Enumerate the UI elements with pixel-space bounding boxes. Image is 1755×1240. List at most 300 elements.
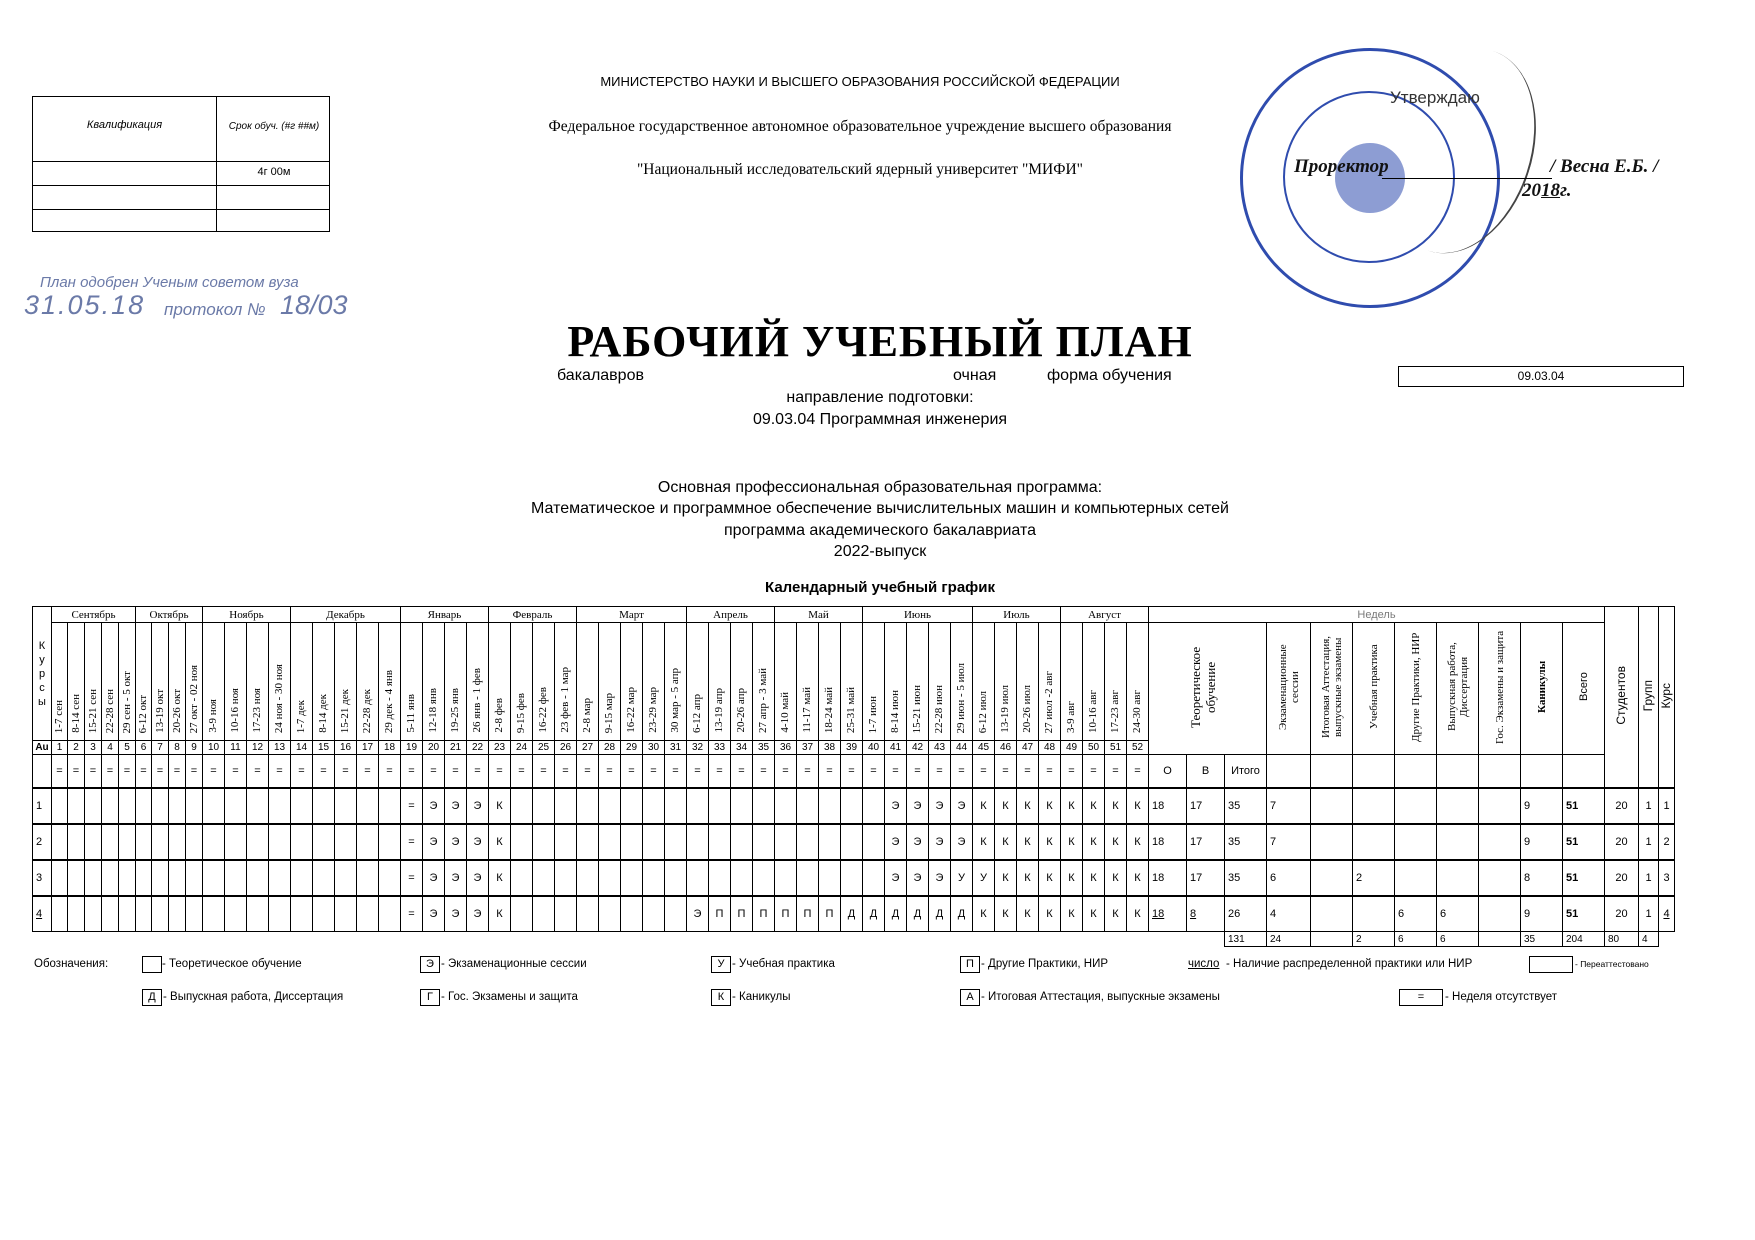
- week-cell: К: [1017, 824, 1039, 860]
- summary-practice: [1353, 896, 1395, 932]
- week-cell: [643, 788, 665, 824]
- week-cell: [313, 824, 335, 860]
- week-header: [753, 623, 775, 741]
- week-cell: К: [1105, 788, 1127, 824]
- direction: 09.03.04 Программная инженерия: [752, 411, 1008, 428]
- week-range: 4-10 май: [779, 692, 791, 733]
- month-header: Июль: [973, 607, 1061, 623]
- week-header: [445, 623, 467, 741]
- absent-marker: =: [52, 755, 68, 789]
- week-header: [225, 623, 247, 741]
- grid-cell: [1479, 755, 1521, 789]
- week-cell: Д: [841, 896, 863, 932]
- week-cell: К: [995, 824, 1017, 860]
- week-header: [885, 623, 907, 741]
- week-header: [68, 623, 85, 741]
- week-cell: [313, 896, 335, 932]
- week-cell: К: [995, 860, 1017, 896]
- week-header: [775, 623, 797, 741]
- header-total: [1563, 623, 1605, 755]
- week-range: 13-19 июл: [999, 685, 1011, 733]
- week-cell: [665, 824, 687, 860]
- month-header: Январь: [401, 607, 489, 623]
- week-cell: П: [709, 896, 731, 932]
- week-cell: [357, 860, 379, 896]
- week-cell: [225, 824, 247, 860]
- week-cell: Э: [885, 860, 907, 896]
- absent-marker: =: [797, 755, 819, 789]
- week-header: [643, 623, 665, 741]
- header-theory-label: Теоретическое обучение: [1187, 646, 1218, 728]
- week-cell: [119, 788, 136, 824]
- month-header: Май: [775, 607, 863, 623]
- week-cell: [269, 824, 291, 860]
- week-cell: К: [1105, 896, 1127, 932]
- week-cell: П: [797, 896, 819, 932]
- week-cell: [152, 788, 169, 824]
- summary-practice: 2: [1353, 860, 1395, 896]
- week-header: [973, 623, 995, 741]
- header-o: О: [1149, 755, 1187, 789]
- week-cell: [186, 824, 203, 860]
- summary-thesis: [1437, 788, 1479, 824]
- week-cell: [52, 824, 68, 860]
- week-range: 11-17 май: [801, 687, 813, 733]
- legend-reatt-box: [1529, 956, 1573, 973]
- week-cell: [68, 788, 85, 824]
- term-value: 4г 00м: [257, 166, 291, 178]
- summary-final: [1311, 896, 1353, 932]
- legend-exam-box: Э: [420, 956, 440, 973]
- month-header: Декабрь: [291, 607, 401, 623]
- week-cell: [533, 824, 555, 860]
- legend-practice: - Учебная практика: [732, 958, 835, 970]
- week-header: [555, 623, 577, 741]
- week-cell: [225, 788, 247, 824]
- council-approval-stamp: [18, 262, 358, 328]
- week-cell: К: [1127, 860, 1149, 896]
- week-header: [379, 623, 401, 741]
- week-cell: [379, 860, 401, 896]
- header-total-label: Всего: [1577, 672, 1590, 702]
- week-range: 9-15 мар: [603, 692, 615, 733]
- summary-itogo: 35: [1225, 860, 1267, 896]
- absent-marker: =: [401, 755, 423, 789]
- week-cell: [511, 896, 533, 932]
- week-cell: Э: [929, 824, 951, 860]
- week-header: [621, 623, 643, 741]
- summary-final: [1311, 824, 1353, 860]
- week-cell: Э: [885, 788, 907, 824]
- week-range: 6-12 апр: [691, 693, 703, 733]
- absent-marker: =: [152, 755, 169, 789]
- legend-number-sym: число: [1188, 958, 1220, 970]
- week-cell: К: [1127, 824, 1149, 860]
- week-number: 29: [621, 741, 643, 755]
- absent-marker: =: [1083, 755, 1105, 789]
- week-cell: Э: [467, 824, 489, 860]
- week-cell: П: [731, 896, 753, 932]
- week-number: 50: [1083, 741, 1105, 755]
- week-range: 10-16 авг: [1087, 689, 1099, 733]
- week-cell: Э: [423, 896, 445, 932]
- week-cell: К: [1039, 788, 1061, 824]
- summary-itogo: 26: [1225, 896, 1267, 932]
- week-header: [423, 623, 445, 741]
- week-header: [136, 623, 152, 741]
- absent-marker: =: [929, 755, 951, 789]
- week-cell: [731, 824, 753, 860]
- week-cell: [52, 860, 68, 896]
- absent-marker: =: [775, 755, 797, 789]
- week-range: 8-14 дек: [317, 694, 329, 733]
- sum-thesis: 6: [1437, 932, 1479, 947]
- week-number: 42: [907, 741, 929, 755]
- week-cell: [841, 860, 863, 896]
- week-header: [313, 623, 335, 741]
- week-number: 2: [68, 741, 85, 755]
- week-cell: К: [1039, 824, 1061, 860]
- week-cell: [643, 896, 665, 932]
- week-range: 29 дек - 4 янв: [383, 669, 395, 733]
- sum-other: 6: [1395, 932, 1437, 947]
- education-form-label: форма обучения: [1047, 367, 1172, 384]
- week-header: [85, 623, 102, 741]
- summary-v: 17: [1187, 824, 1225, 860]
- summary-holidays: 9: [1521, 788, 1563, 824]
- header-itogo: Итого: [1225, 755, 1267, 789]
- week-cell: Д: [929, 896, 951, 932]
- week-number: 17: [357, 741, 379, 755]
- week-cell: [687, 788, 709, 824]
- summary-exam: 7: [1267, 788, 1311, 824]
- summary-students: 20: [1605, 824, 1639, 860]
- week-cell: К: [1039, 896, 1061, 932]
- absent-marker: =: [1061, 755, 1083, 789]
- header-thesis: [1437, 623, 1479, 755]
- university-name: "Национальный исследовательский ядерный университет "МИФИ": [636, 161, 1084, 178]
- week-number: 30: [643, 741, 665, 755]
- summary-o: 18: [1149, 860, 1187, 896]
- sum-spacer: [33, 932, 1225, 947]
- week-range: 22-28 июн: [933, 684, 945, 733]
- program-label: Основная профессиональная образовательная программа:: [657, 479, 1103, 496]
- week-cell: [102, 860, 119, 896]
- header-gos-label: Гос. Экзамены и защита: [1493, 630, 1506, 744]
- week-cell: [119, 896, 136, 932]
- week-cell: =: [401, 860, 423, 896]
- month-header: Июнь: [863, 607, 973, 623]
- week-number: 19: [401, 741, 423, 755]
- institution-type: Федеральное государственное автономное образовательное учреждение высшего образования: [548, 118, 1172, 135]
- legend-absent: - Неделя отсутствует: [1445, 991, 1558, 1003]
- week-cell: [357, 824, 379, 860]
- absent-marker: =: [1127, 755, 1149, 789]
- summary-gos: [1479, 788, 1521, 824]
- approve-signer: / Весна Е.Б. /: [1550, 156, 1659, 177]
- week-cell: [119, 860, 136, 896]
- absent-marker: =: [819, 755, 841, 789]
- week-range: 24 ноя - 30 ноя: [273, 663, 285, 733]
- week-cell: Э: [951, 824, 973, 860]
- week-range: 15-21 дек: [339, 688, 351, 733]
- week-cell: [291, 896, 313, 932]
- week-cell: П: [753, 896, 775, 932]
- course-number: 4: [33, 896, 52, 932]
- week-cell: [621, 896, 643, 932]
- week-header: [102, 623, 119, 741]
- week-cell: [643, 860, 665, 896]
- week-number: 36: [775, 741, 797, 755]
- week-cell: [555, 860, 577, 896]
- week-range: 29 сен - 5 окт: [120, 670, 133, 733]
- absent-marker: =: [186, 755, 203, 789]
- header-course: [1659, 607, 1675, 789]
- week-cell: К: [995, 896, 1017, 932]
- summary-exam: 4: [1267, 896, 1311, 932]
- absent-marker: =: [423, 755, 445, 789]
- week-header: [951, 623, 973, 741]
- week-cell: [68, 860, 85, 896]
- week-range: 3-9 авг: [1065, 700, 1077, 733]
- week-cell: [621, 788, 643, 824]
- header-course-label: Курс: [1659, 682, 1673, 709]
- ministry-title: МИНИСТЕРСТВО НАУКИ И ВЫСШЕГО ОБРАЗОВАНИЯ РОССИЙСКОЙ ФЕДЕРАЦИИ: [600, 74, 1120, 89]
- week-number: 11: [225, 741, 247, 755]
- week-range: 27 июл -2 авг: [1043, 670, 1055, 733]
- summary-groups: 1: [1639, 788, 1659, 824]
- week-cell: [169, 860, 186, 896]
- week-range: 5-11 янв: [405, 694, 417, 733]
- official-seal-area: [1232, 38, 1682, 316]
- header-groups-label: Групп: [1641, 679, 1655, 712]
- week-header: [203, 623, 225, 741]
- summary-other: [1395, 824, 1437, 860]
- absent-marker: =: [335, 755, 357, 789]
- week-cell: Д: [951, 896, 973, 932]
- week-cell: [203, 788, 225, 824]
- summary-total: 51: [1563, 824, 1605, 860]
- week-cell: =: [401, 896, 423, 932]
- week-cell: К: [489, 788, 511, 824]
- week-cell: [247, 824, 269, 860]
- week-cell: Э: [445, 824, 467, 860]
- week-cell: [577, 788, 599, 824]
- absent-marker: =: [555, 755, 577, 789]
- absent-marker: =: [1039, 755, 1061, 789]
- sum-students: 80: [1605, 932, 1639, 947]
- week-number: 26: [555, 741, 577, 755]
- week-cell: [731, 788, 753, 824]
- week-range: 22-28 дек: [361, 688, 373, 733]
- week-range: 27 апр - 3 май: [757, 668, 769, 733]
- week-cell: [169, 788, 186, 824]
- header-students: [1605, 607, 1639, 789]
- summary-exam: 6: [1267, 860, 1311, 896]
- program-type: программа академического бакалавриата: [723, 522, 1036, 539]
- week-header: [599, 623, 621, 741]
- week-cell: [797, 824, 819, 860]
- summary-holidays: 8: [1521, 860, 1563, 896]
- week-cell: Э: [687, 896, 709, 932]
- week-cell: [599, 860, 621, 896]
- week-header: [1061, 623, 1083, 741]
- week-cell: [577, 860, 599, 896]
- week-cell: [357, 896, 379, 932]
- sum-empty: [1659, 932, 1675, 947]
- week-range: 13-19 апр: [713, 688, 725, 733]
- week-header: [335, 623, 357, 741]
- week-number: 16: [335, 741, 357, 755]
- week-cell: [665, 860, 687, 896]
- week-cell: [169, 824, 186, 860]
- week-cell: [841, 788, 863, 824]
- week-range: 18-24 май: [823, 686, 835, 733]
- week-cell: Д: [885, 896, 907, 932]
- week-cell: [379, 896, 401, 932]
- week-cell: [841, 824, 863, 860]
- week-cell: [379, 788, 401, 824]
- program-name: Математическое и программное обеспечение вычислительных машин и компьютерных сетей: [531, 500, 1229, 517]
- grid-cell: [1353, 755, 1395, 789]
- legend-other: - Другие Практики, НИР: [981, 958, 1109, 970]
- week-cell: Э: [423, 860, 445, 896]
- header-exam-label: Экзаменационные сессии: [1276, 644, 1301, 730]
- week-cell: [533, 860, 555, 896]
- week-cell: [291, 788, 313, 824]
- week-header: [709, 623, 731, 741]
- week-header: [467, 623, 489, 741]
- week-number: 43: [929, 741, 951, 755]
- absent-marker: =: [291, 755, 313, 789]
- week-cell: К: [973, 896, 995, 932]
- week-range: 16-22 фев: [537, 687, 549, 733]
- week-cell: [577, 824, 599, 860]
- week-header: [186, 623, 203, 741]
- week-header: [152, 623, 169, 741]
- week-range: 8-14 июн: [889, 690, 901, 733]
- week-number: 31: [665, 741, 687, 755]
- week-number: 38: [819, 741, 841, 755]
- week-cell: К: [1061, 824, 1083, 860]
- week-cell: [533, 896, 555, 932]
- week-cell: [621, 860, 643, 896]
- month-header: Август: [1061, 607, 1149, 623]
- summary-groups: 1: [1639, 860, 1659, 896]
- week-cell: К: [1017, 896, 1039, 932]
- sum-total: 204: [1563, 932, 1605, 947]
- education-level: бакалавров: [557, 367, 644, 384]
- approval-protocol: 18/03: [280, 290, 348, 320]
- sum-itogo: 131: [1225, 932, 1267, 947]
- summary-o: 18: [1149, 788, 1187, 824]
- courses-header: К у р с ы: [33, 607, 52, 741]
- week-cell: Э: [951, 788, 973, 824]
- course-number: 3: [33, 860, 52, 896]
- absent-marker: =: [169, 755, 186, 789]
- sum-groups: 4: [1639, 932, 1659, 947]
- summary-gos: [1479, 896, 1521, 932]
- week-number: 47: [1017, 741, 1039, 755]
- summary-students: 20: [1605, 788, 1639, 824]
- week-header: [797, 623, 819, 741]
- legend-reatt: - Переаттестовано: [1575, 959, 1649, 969]
- week-cell: [247, 896, 269, 932]
- summary-students: 20: [1605, 896, 1639, 932]
- sum-holidays: 35: [1521, 932, 1563, 947]
- week-header: [119, 623, 136, 741]
- week-cell: [511, 788, 533, 824]
- absent-marker: =: [885, 755, 907, 789]
- summary-groups: 1: [1639, 896, 1659, 932]
- summary-holidays: 9: [1521, 896, 1563, 932]
- approval-date: 31.05.18: [24, 290, 146, 320]
- week-header: [841, 623, 863, 741]
- week-cell: [731, 860, 753, 896]
- week-range: 26 янв - 1 фев: [471, 668, 483, 733]
- week-cell: [269, 896, 291, 932]
- week-range: 2-8 мар: [581, 698, 593, 733]
- legend-gos-box: Г: [420, 989, 440, 1006]
- week-header: [1083, 623, 1105, 741]
- week-cell: П: [775, 896, 797, 932]
- week-cell: Э: [423, 788, 445, 824]
- week-number: 28: [599, 741, 621, 755]
- grid-cell: [1311, 755, 1353, 789]
- week-cell: К: [1083, 788, 1105, 824]
- absent-marker: =: [119, 755, 136, 789]
- week-cell: [152, 824, 169, 860]
- summary-total: 51: [1563, 896, 1605, 932]
- week-cell: [68, 824, 85, 860]
- course-number: 2: [33, 824, 52, 860]
- week-range: 12-18 янв: [427, 688, 439, 733]
- week-cell: [52, 896, 68, 932]
- code-box: 09.03.04: [1398, 366, 1684, 387]
- week-header: [511, 623, 533, 741]
- week-header: [731, 623, 753, 741]
- week-cell: [291, 860, 313, 896]
- week-range: 17-23 авг: [1109, 689, 1121, 733]
- week-number: 39: [841, 741, 863, 755]
- grid-cell: [1521, 755, 1563, 789]
- absent-marker: =: [489, 755, 511, 789]
- week-header: [929, 623, 951, 741]
- week-cell: К: [1039, 860, 1061, 896]
- summary-kurs: 2: [1659, 824, 1675, 860]
- week-cell: [269, 788, 291, 824]
- week-header: [995, 623, 1017, 741]
- week-cell: Э: [467, 896, 489, 932]
- week-range: 22-28 сен: [103, 688, 116, 733]
- week-cell: [335, 896, 357, 932]
- week-cell: [709, 824, 731, 860]
- week-header: [1017, 623, 1039, 741]
- week-number: 48: [1039, 741, 1061, 755]
- summary-total: 51: [1563, 860, 1605, 896]
- week-number: 15: [313, 741, 335, 755]
- header-final: [1311, 623, 1353, 755]
- header-theory: [1149, 623, 1267, 755]
- approve-year: 2018г.: [1522, 180, 1572, 201]
- week-number: 13: [269, 741, 291, 755]
- absent-marker: =: [599, 755, 621, 789]
- week-number: 5: [119, 741, 136, 755]
- header-practice-label: Учебная практика: [1367, 644, 1380, 730]
- week-cell: К: [1017, 788, 1039, 824]
- summary-holidays: 9: [1521, 824, 1563, 860]
- week-cell: [102, 824, 119, 860]
